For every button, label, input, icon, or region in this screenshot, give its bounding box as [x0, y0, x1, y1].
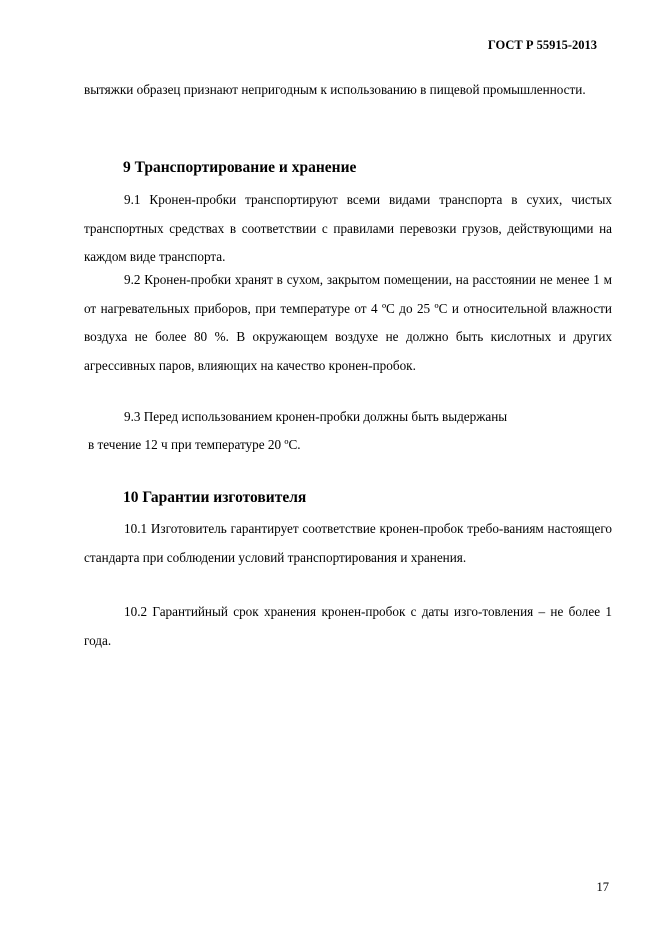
paragraph-10-1: 10.1 Изготовитель гарантирует соответствие кронен-пробок требо-ваниям настоящего стандарта при соблюдении условий транспортирования и хранения.: [84, 521, 612, 565]
paragraph-10-2: 10.2 Гарантийный срок хранения кронен-пробок с даты изго-товления – не более 1 года.: [84, 604, 612, 648]
paragraph-9-3-line2: в течение 12 ч при температуре 20 ºС.: [88, 437, 301, 452]
paragraph-9-1: 9.1 Кронен-пробки транспортируют всеми видами транспорта в сухих, чистых транспортных средствах в соответствии с правилами перевозки грузов, действующими на каждом виде транспорта.: [84, 192, 612, 264]
intro-paragraph: вытяжки образец признают непригодным к использованию в пищевой промышленности.: [84, 82, 586, 97]
page-number: 17: [596, 880, 609, 894]
section-10-heading: 10 Гарантии изготовителя: [123, 489, 307, 506]
paragraph-9-3-line1: 9.3 Перед использованием кронен-пробки должны быть выдержаны: [124, 409, 508, 424]
section-9-heading: 9 Транспортирование и хранение: [123, 159, 357, 176]
paragraph-9-2: 9.2 Кронен-пробки хранят в сухом, закрытом помещении, на расстоянии не менее 1 м от нагревательных приборов, при температуре от 4 ºС до 25 ºС и относительной влажности воздуха не более 80 %. В окружающем воздухе не должно быть кислотных и других агрессивных паров, влияющих на качество кронен-пробок.: [84, 272, 612, 373]
document-code: ГОСТ Р 55915-2013: [487, 38, 597, 52]
